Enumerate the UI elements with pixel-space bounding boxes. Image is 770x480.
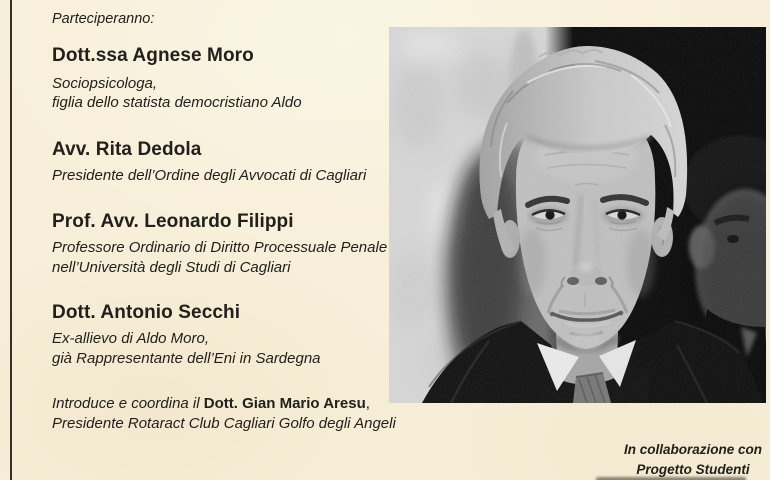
moderator-name: Dott. Gian Mario Aresu (203, 395, 366, 412)
participant-name-agnese-moro: Dott.ssa Agnese Moro (52, 45, 254, 66)
photo-aldo-moro (389, 27, 766, 403)
moderator-suffix: , (365, 395, 370, 412)
participant-name-antonio-secchi: Dott. Antonio Secchi (52, 302, 241, 323)
collaboration-note (608, 440, 770, 480)
left-frame-border (10, 0, 12, 480)
intro-label: Parteciperanno: (52, 11, 155, 27)
participant-role-line: Ex-allievo di Aldo Moro, (52, 330, 210, 347)
participant-role-line: già Rappresentante dell’Eni in Sardegna (52, 350, 321, 367)
moderator-prefix: Introduce e coordina il (52, 395, 204, 412)
collaboration-line-1: In collaborazione con (623, 442, 763, 457)
participant-role-line: nell’Università degli Studi di Cagliari (52, 259, 291, 276)
collaboration-line-2: Progetto Studenti (636, 462, 750, 477)
participant-name-leonardo-filippi: Prof. Avv. Leonardo Filippi (52, 211, 294, 232)
participant-name-rita-dedola: Avv. Rita Dedola (52, 139, 202, 160)
film-grain-overlay (389, 27, 766, 403)
moderator-line (52, 395, 370, 412)
moderator-second-line: Presidente Rotaract Club Cagliari Golfo degli Angeli (52, 415, 396, 432)
participant-role-line: figlia dello statista democristiano Aldo (52, 94, 302, 111)
participant-role-line: Professore Ordinario di Diritto Processuale Penale (52, 239, 388, 256)
participant-role-line: Presidente dell’Ordine degli Avvocati di Cagliari (52, 167, 367, 184)
participant-role-line: Sociopsicologa, (52, 75, 158, 92)
